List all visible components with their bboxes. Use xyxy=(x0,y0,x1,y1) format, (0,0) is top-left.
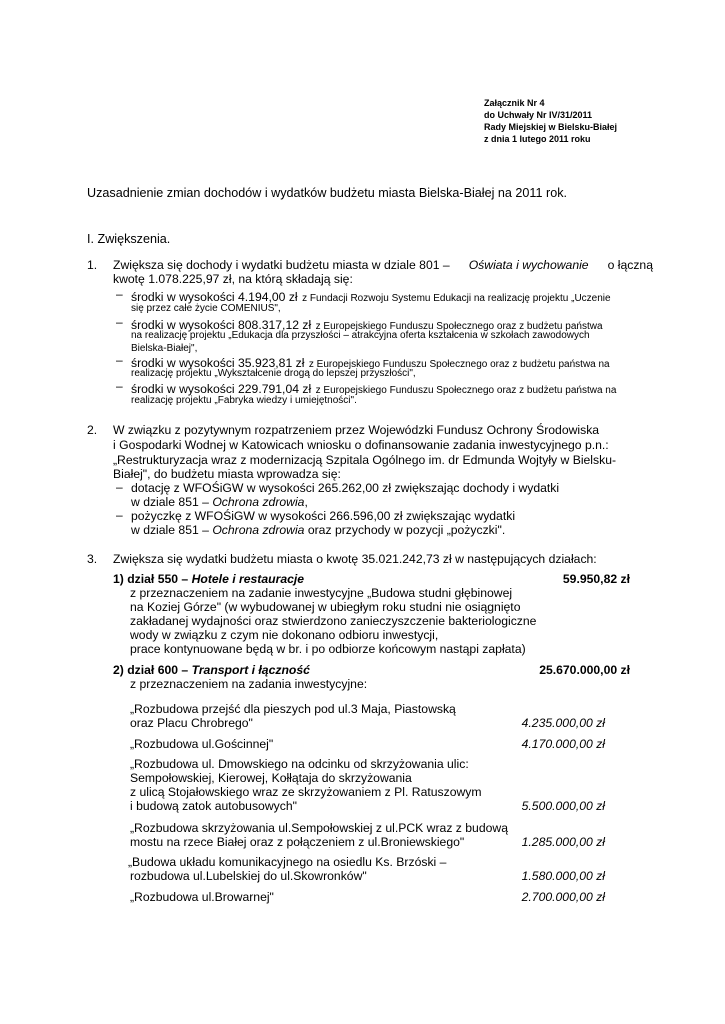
task-amount: 4.170.000,00 zł xyxy=(521,737,605,751)
task-line: mostu na rzece Białej oraz z połączeniem z ul.Broniewskiego" xyxy=(130,835,465,849)
bullet-continuation: na realizację projektu „Edukacja dla przyszłości – atrakcyjna oferta kształcenia w szkołach zawodowych xyxy=(131,330,590,341)
item-2-line: Białej", do budżetu miasta wprowadza się: xyxy=(113,467,341,481)
division-600-intro: z przeznaczeniem na zadania inwestycyjne: xyxy=(130,677,368,691)
header-line: Rady Miejskiej w Bielsku-Białej xyxy=(484,122,618,132)
division-600-amount: 25.670.000,00 zł xyxy=(539,663,630,677)
bullet-continuation: realizację projektu „Wykształcenie drogą do lepszej przyszłości", xyxy=(131,368,416,379)
dash-bullet: – xyxy=(116,315,123,329)
task-line: „Rozbudowa ul.Browarnej" xyxy=(130,890,274,904)
bullet-continuation: Bielska-Białej", xyxy=(131,343,198,354)
task-amount: 1.285.000,00 zł xyxy=(521,835,605,849)
task-line: oraz Placu Chrobrego" xyxy=(130,716,253,730)
task-line: „Budowa układu komunikacyjnego na osiedlu Ks. Brzóski – xyxy=(128,855,447,869)
division-550-line: wody w związku z czym nie dokonano odbioru inwestycji, xyxy=(130,628,439,642)
task-line: rozbudowa ul.Lubelskiej do ul.Skowronków" xyxy=(130,869,367,883)
dash-bullet: – xyxy=(116,480,123,494)
item-1-text-c: o łączną xyxy=(607,258,653,272)
dash-bullet: – xyxy=(116,287,123,301)
item-1-line-1 xyxy=(113,258,653,272)
document-title: Uzasadnienie zmian dochodów i wydatków budżetu miasta Bielska-Białej na 2011 rok. xyxy=(87,186,567,200)
division-550-amount: 59.950,82 zł xyxy=(562,572,630,586)
item-1-division-name: Oświata i wychowanie xyxy=(468,258,589,272)
dash-bullet: – xyxy=(116,379,123,393)
item-number: 3. xyxy=(87,552,98,566)
task-amount: 4.235.000,00 zł xyxy=(521,716,605,730)
item-2-line: „Restrukturyzacja wraz z modernizacją Szpitala Ogólnego im. dr Edmunda Wojtyły w Bielsku- xyxy=(113,453,617,467)
task-line: „Rozbudowa skrzyżowania ul.Sempołowskiej z ul.PCK wraz z budową xyxy=(130,821,508,835)
task-line: i budową zatok autobusowych" xyxy=(130,799,297,813)
task-line: Sempołowskiej, Kierowej, Kołłątaja do skrzyżowania xyxy=(130,771,412,785)
bullet-line: środki w wysokości 229.791,04 zł z Europejskiego Funduszu Społecznego oraz z budżetu państwa na xyxy=(131,382,617,396)
bullet-continuation: się przez całe życie COMENIUS", xyxy=(131,303,281,314)
section-heading: I. Zwiększenia. xyxy=(87,232,171,246)
dash-bullet: – xyxy=(116,508,123,522)
bullet-continuation: realizację projektu „Fabryka wiedzy i umiejętności". xyxy=(131,395,357,406)
item-1-line-2: kwotę 1.078.225,97 zł, na którą składają się: xyxy=(113,272,353,286)
item-2-bullet-line: dotację z WFOŚiGW w wysokości 265.262,00 zł zwiększając dochody i wydatki xyxy=(131,481,560,495)
division-550-line: zakładanej wydajności oraz stwierdzono zanieczyszczenie bakteriologiczne xyxy=(130,614,537,628)
item-2-bullet-line: w dziale 851 – Ochrona zdrowia oraz przychody w pozycji „pożyczki". xyxy=(131,523,506,537)
division-550-line: z przeznaczeniem na zadanie inwestycyjne „Budowa studni głębinowej xyxy=(130,586,513,600)
item-3-intro: Zwiększa się wydatki budżetu miasta o kwotę 35.021.242,73 zł w następujących działach: xyxy=(113,552,597,566)
task-line: „Rozbudowa ul. Dmowskiego na odcinku od skrzyżowania ulic: xyxy=(130,757,469,771)
task-amount: 5.500.000,00 zł xyxy=(521,799,605,813)
item-number: 2. xyxy=(87,423,98,437)
header-line: do Uchwały Nr IV/31/2011 xyxy=(484,110,593,120)
bullet-line: środki w wysokości 808.317,12 zł z Europejskiego Funduszu Społecznego oraz z budżetu państwa xyxy=(131,318,603,332)
bullet-line: środki w wysokości 35.923,81 zł z Europejskiego Funduszu Społecznego oraz z budżetu państwa na xyxy=(131,356,610,370)
item-2-bullet-line: w dziale 851 – Ochrona zdrowia, xyxy=(131,495,308,509)
item-number: 1. xyxy=(87,258,98,272)
division-550-line: prace kontynuowane będą w br. i po odbiorze końcowym nastąpi zapłata) xyxy=(130,642,526,656)
header-line: z dnia 1 lutego 2011 roku xyxy=(484,134,591,144)
division-550-line: na Koziej Górze" (w wybudowanej w ubiegłym roku studni nie osiągnięto xyxy=(130,600,521,614)
task-amount: 1.580.000,00 zł xyxy=(521,869,605,883)
item-1-text-a: Zwiększa się dochody i wydatki budżetu miasta w dziale 801 – xyxy=(113,258,450,272)
task-line: „Rozbudowa przejść dla pieszych pod ul.3 Maja, Piastowską xyxy=(130,702,456,716)
division-550-label: 1) dział 550 – Hotele i restauracje xyxy=(113,572,305,586)
task-line: „Rozbudowa ul.Gościnnej" xyxy=(130,737,274,751)
bullet-line: środki w wysokości 4.194,00 zł z Fundacji Rozwoju Systemu Edukacji na realizację projektu „Uczenie xyxy=(131,290,611,304)
division-600-label: 2) dział 600 – Transport i łączność xyxy=(113,663,310,677)
item-2-bullet-line: pożyczkę z WFOŚiGW w wysokości 266.596,00 zł zwiększając wydatki xyxy=(131,509,516,523)
task-line: z ulicą Stojałowskiego wraz ze skrzyżowaniem z Pl. Ratuszowym xyxy=(130,785,482,799)
header-line: Załącznik Nr 4 xyxy=(484,98,545,108)
item-2-line: W związku z pozytywnym rozpatrzeniem przez Wojewódzki Fundusz Ochrony Środowiska xyxy=(113,423,600,437)
dash-bullet: – xyxy=(116,353,123,367)
task-amount: 2.700.000,00 zł xyxy=(521,890,605,904)
item-2-line: i Gospodarki Wodnej w Katowicach wniosku o dofinansowanie zadania inwestycyjnego p.n.: xyxy=(113,438,609,452)
